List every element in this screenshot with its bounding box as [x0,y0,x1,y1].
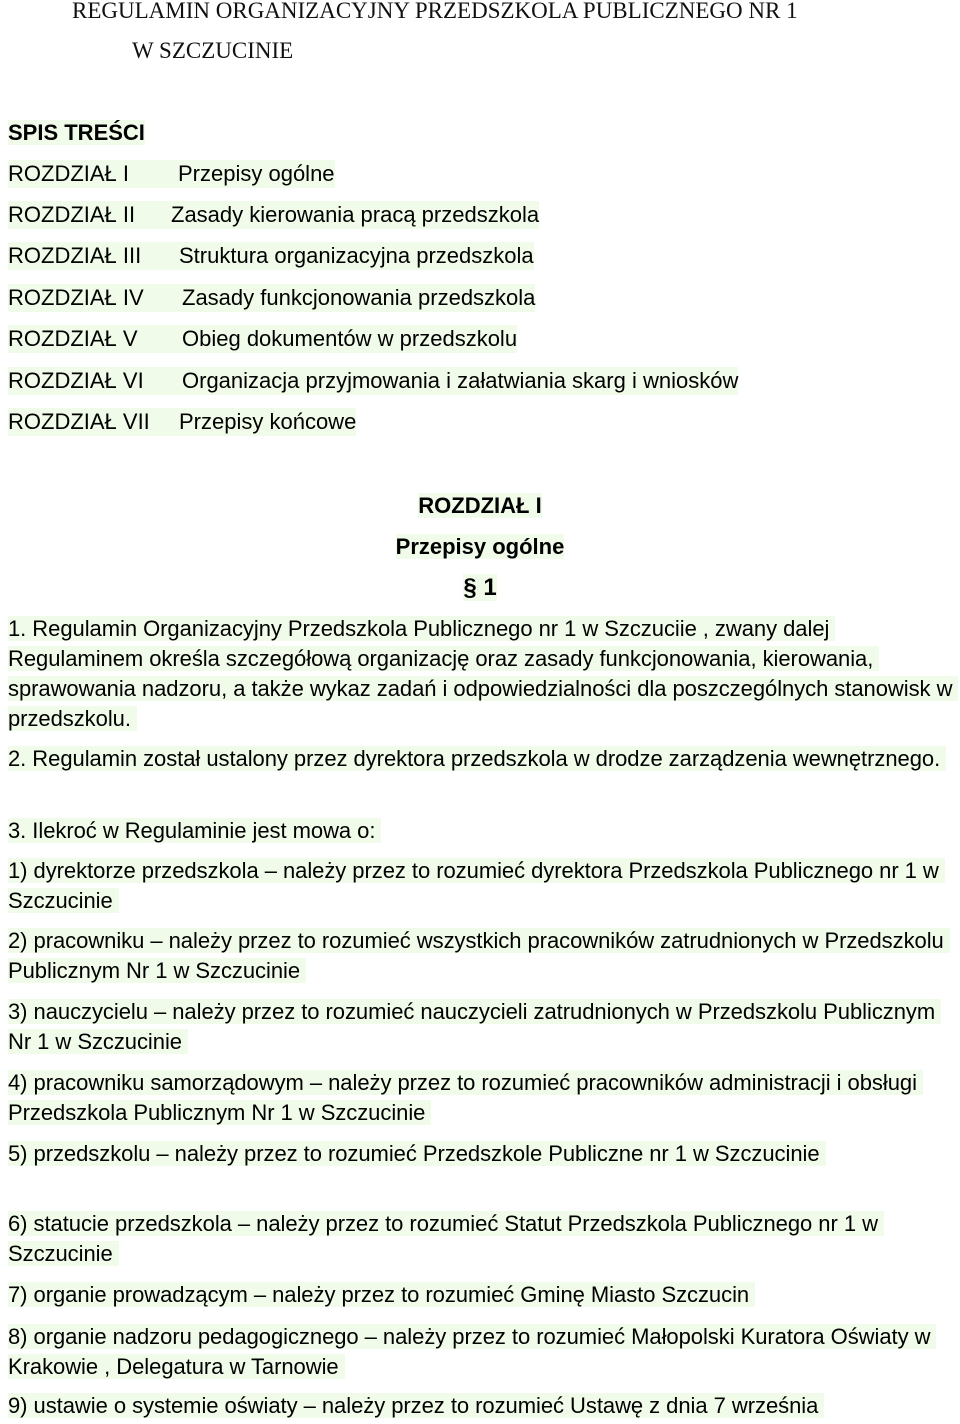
paragraph-text: 2. Regulamin został ustalony przez dyrektora przedszkola w drodze zarządzenia wewnętrznego. [8,744,958,774]
toc-item-number: ROZDZIAŁ II [8,202,136,227]
toc-item [8,242,534,270]
paragraph-text: 1. Regulamin Organizacyjny Przedszkola Publicznego nr 1 w Szczuciie , zwany dalej Regulaminem określa szczegółową organizację oraz zasady funkcjonowania, kierowania, sprawowania nadzoru, a także wykaz zadań i odpowiedzialności dla poszczególnych stanowisk w przedszkolu. [8,614,958,734]
definition-item: 5) przedszkolu – należy przez to rozumieć Przedszkole Publiczne nr 1 w Szczucinie [8,1139,958,1169]
toc-heading: SPIS TREŚCI [8,120,145,145]
toc-item-title: Obieg dokumentów w przedszkolu [182,326,518,351]
toc-item-number: ROZDZIAŁ IV [8,285,144,310]
toc-item-title: Zasady kierowania pracą przedszkola [171,202,540,227]
toc-item [8,325,517,353]
toc-item-number: ROZDZIAŁ VI [8,368,144,393]
toc-item [8,284,535,312]
paragraph-symbol: § 1 [463,574,497,601]
toc-item-title: Zasady funkcjonowania przedszkola [182,285,536,310]
definition-item: 1) dyrektorze przedszkola – należy przez to rozumieć dyrektora Przedszkola Publicznego nr 1 w Szczucinie [8,856,958,916]
definition-item: 7) organie prowadzącym – należy przez to rozumieć Gminę Miasto Szczucin [8,1280,958,1310]
toc-item [8,160,335,188]
definition-item: 4) pracowniku samorządowym – należy przez to rozumieć pracowników administracji i obsługi Przedszkola Publicznym Nr 1 w Szczucinie [8,1068,958,1128]
definition-item: 2) pracowniku – należy przez to rozumieć wszystkich pracowników zatrudnionych w Przedszkolu Publicznym Nr 1 w Szczucinie [8,926,958,986]
chapter-number: ROZDZIAŁ I [418,493,542,518]
toc-item-number: ROZDZIAŁ VII [8,409,150,434]
definition-item: 8) organie nadzoru pedagogicznego – należy przez to rozumieć Małopolski Kuratora Oświaty w Krakowie , Delegatura w Tarnowie [8,1322,958,1382]
toc-item-title: Przepisy ogólne [178,161,335,186]
toc-item [8,408,356,436]
document-title-line-1: REGULAMIN ORGANIZACYJNY PRZEDSZKOLA PUBLICZNEGO NR 1 [72,0,798,23]
definition-item: 6) statucie przedszkola – należy przez to rozumieć Statut Przedszkola Publicznego nr 1 w Szczucinie [8,1209,958,1269]
toc-item-title: Organizacja przyjmowania i załatwiania skarg i wniosków [182,368,739,393]
toc-item-title: Struktura organizacyjna przedszkola [179,243,534,268]
definition-item: 3) nauczycielu – należy przez to rozumieć nauczycieli zatrudnionych w Przedszkolu Publicznym Nr 1 w Szczucinie [8,997,958,1057]
toc-item-number: ROZDZIAŁ V [8,326,138,351]
document-title-line-2: W SZCZUCINIE [132,38,294,63]
toc-item-number: ROZDZIAŁ I [8,161,130,186]
toc-item-number: ROZDZIAŁ III [8,243,142,268]
toc-item [8,367,738,395]
paragraph-text: 3. Ilekroć w Regulaminie jest mowa o: [8,816,958,846]
definition-item: 9) ustawie o systemie oświaty – należy przez to rozumieć Ustawę z dnia 7 września [8,1391,958,1421]
toc-item [8,201,539,229]
toc-item-title: Przepisy końcowe [179,409,357,434]
chapter-title: Przepisy ogólne [395,534,565,559]
